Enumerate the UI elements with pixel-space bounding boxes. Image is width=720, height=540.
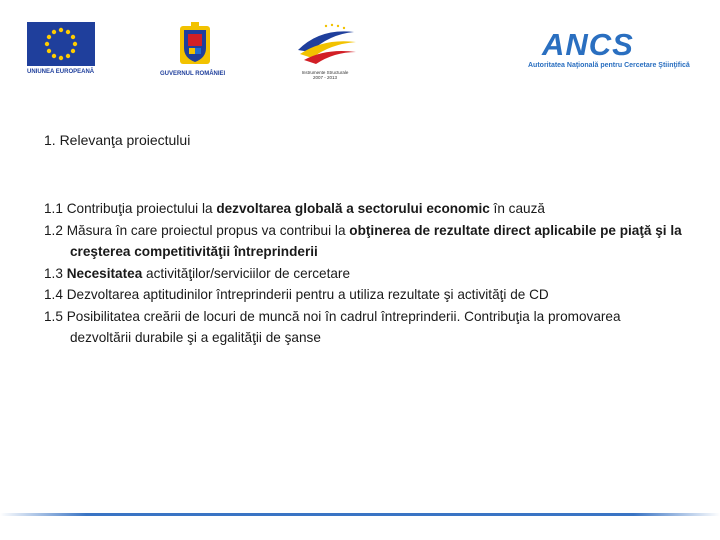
item-bold-text: dezvoltarea globală a sectorului economic [216,201,490,216]
item-number: 1.3 [44,265,67,281]
item-text: Contribuţia proiectului la [66,201,217,216]
sf-caption-line2: 2007 - 2013 [312,75,338,80]
ancs-wordmark: ANCS [542,27,634,62]
ancs-logo [528,28,688,73]
item-text: Dezvoltarea aptitudinilor întreprinderii pentru a utiliza rezultate şi activităţi de CD [66,287,549,302]
footer-divider [0,512,720,517]
list-item [44,306,684,349]
item-number: 1.2 [44,222,67,238]
item-bold-text: Necesitatea [66,265,143,281]
list-item [44,284,684,306]
item-text: Posibilitatea creării de locuri de muncă noi în cadrul întreprinderii. Contribuţia la promovarea dezvoltării durabile şi a egalităţii de şanse [66,308,621,345]
list-item [44,220,684,263]
swoosh-icon [290,22,362,68]
item-bold-text: obţinerea de rezultate direct aplicabile pe piaţă şi la creşterea competitivităţii întreprinderii [70,222,682,259]
list-item [44,198,684,220]
structural-funds-logo [290,22,362,82]
item-number: 1.4 [44,287,67,302]
list-item [44,263,684,285]
sf-caption [292,70,358,80]
item-number: 1.5 [44,308,67,324]
coat-of-arms-icon [160,22,230,68]
sf-caption-line1: Instrumente Structurale [301,70,349,75]
government-logo [160,22,230,82]
page-title: 1. Relevanţa proiectului [44,132,191,148]
item-text: Măsura în care proiectul propus va contribui la [66,222,350,238]
eu-logo [27,22,99,82]
item-text: în cauză [489,201,545,216]
logo-bar [0,0,720,90]
criteria-list [44,198,684,349]
item-text: activităţilor/serviciilor de cercetare [142,265,351,281]
item-number: 1.1 [44,201,67,216]
ancs-caption: Autoritatea Naţională pentru Cercetare Ştiinţifică [528,62,690,69]
eu-caption: UNIUNEA EUROPEANĂ [27,69,95,75]
eu-flag-icon [27,22,95,66]
gov-caption: GUVERNUL ROMÂNIEI [160,71,226,77]
